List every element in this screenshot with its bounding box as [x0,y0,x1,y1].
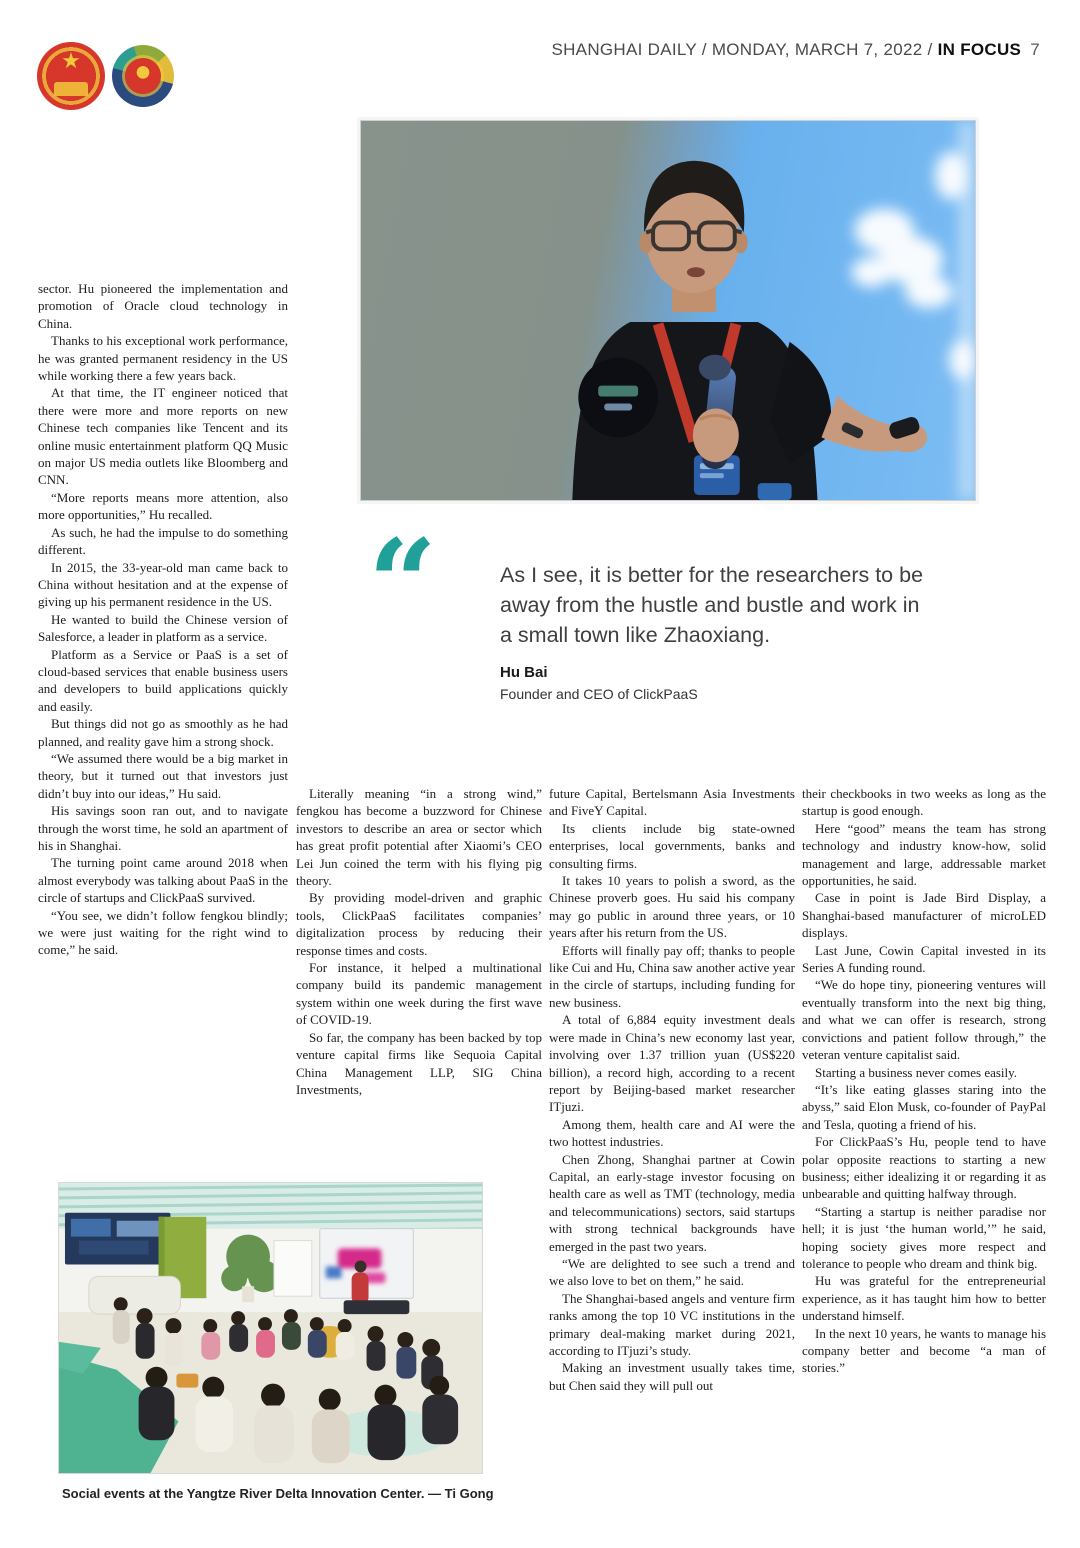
article-paragraph: Last June, Cowin Capital invested in its Series A funding round. [802,942,1046,976]
article-paragraph: So far, the company has been backed by top venture capital firms like Sequoia Capital China Management LLP, SIG China Investments, [296,1029,542,1097]
article-column-4 [802,785,1046,1522]
article-paragraph: It takes 10 years to polish a sword, as the Chinese proverb goes. Hu said his company may go public in around three years, or 10 years after his return from the US. [549,873,795,941]
article-paragraph: Efforts will finally pay off; thanks to people like Cui and Hu, China saw another active year in the circle of startups, including funding for new business. [549,942,795,1010]
article-paragraph: Thanks to his exceptional work performance, he was granted permanent residency in the US while working there a few years back. [38,333,288,384]
article-paragraph: By providing model-driven and graphic tools, ClickPaaS facilitates companies’ digitalization process by reducing their response times and costs. [296,890,542,958]
cppcc-emblem-icon [112,45,174,107]
main-photo-speaker [360,120,976,501]
emblem-gate-shape [54,82,88,96]
article-paragraph: Starting a business never comes easily. [815,1064,1018,1080]
bottom-photo-illustration [59,1183,482,1473]
article-paragraph: Here “good” means the team has strong technology and industry know-how, solid management and large, addressable market opportunities, he said. [802,820,1046,889]
article-paragraph: sector. Hu pioneered the implementation and promotion of Oracle cloud technology in China. [38,281,288,331]
masthead-page-number: 7 [1030,40,1040,59]
article-paragraph: “It’s like eating glasses staring into the abyss,” said Elon Musk, co-founder of PayPal and Tesla, quoting a friend of his. [802,1081,1046,1132]
article-paragraph: Platform as a Service or PaaS is a set of cloud-based services that enable business users and developers to build applications quickly and easily. [38,646,288,714]
masthead [551,40,1040,60]
article-paragraph: His savings soon ran out, and to navigate through the worst time, he sold an apartment of his in Shanghai. [38,803,288,853]
article-paragraph: Hu was grateful for the entrepreneurial experience, as it has taught him how to better understand himself. [802,1273,1046,1324]
article-paragraph: He wanted to build the Chinese version of Salesforce, a leader in platform as a service. [38,611,288,645]
pull-quote-text: As I see, it is better for the researchers to be away from the hustle and bustle and work in a small town like Zhaoxiang. [500,563,924,647]
prc-national-emblem-icon [37,42,105,110]
article-paragraph: At that time, the IT engineer noticed that there were more and more reports on new Chinese tech companies like Tencent and its online music entertainment platform QQ Music on major US media outlets like Bloomberg and CNN. [38,385,288,488]
bottom-photo-social-event [58,1182,483,1474]
main-photo-illustration [361,121,975,500]
article-paragraph: “We are delighted to see such a trend and we also love to bet on them,” he said. [549,1255,795,1289]
article-paragraph: “We do hope tiny, pioneering ventures will eventually transform into the next big thing, and what we can offer is research, strong convictions and patient follow through,” the veteran venture capitalist said. [802,977,1046,1063]
pull-quote-author: Hu Bai [500,664,548,681]
bottom-photo-caption: Social events at the Yangtze River Delta Innovation Center. — Ti Gong [62,1486,494,1501]
emblem-star-icon: ★ [61,48,81,73]
article-paragraph: future Capital, Bertelsmann Asia Investments and FiveY Capital. [549,786,795,819]
article-paragraph: Chen Zhong, Shanghai partner at Cowin Capital, an early-stage investor focusing on health care as well as TMT (technology, media and telecommunications) sectors, said startups with strong technical backgrounds have emerged in the past two years. [549,1151,795,1254]
article-column-1 [38,280,288,1136]
article-paragraph: Case in point is Jade Bird Display, a Shanghai-based manufacturer of microLED displays. [802,890,1046,941]
article-paragraph: Among them, health care and AI were the two hottest industries. [549,1116,795,1150]
article-paragraph: “Starting a startup is neither paradise nor hell; it is just ‘the human world,’” he said, hoping society gives more respect and tolerance to people who dream and think big. [802,1203,1046,1271]
header-emblems [37,42,174,110]
article-paragraph: But things did not go as smoothly as he had planned, and reality gave him a strong shock. [38,716,288,749]
article-paragraph: Making an investment usually takes time, but Chen said they will pull out [549,1360,795,1393]
article-paragraph: Literally meaning “in a strong wind,” fengkou has become a buzzword for Chinese investors to describe an area or sector which has great profit potential after Xiaomi’s CEO Lei Jun coined the term with his flying pig theory. [296,786,542,889]
article-paragraph: For instance, it helped a multinational company build its pandemic management system within one week during the first wave of COVID-19. [296,960,542,1028]
article-paragraph: In 2015, the 33-year-old man came back to China without hesitation and at the expense of giving up his permanent residence in the US. [38,559,288,610]
article-column-2 [296,785,542,1141]
article-column-3 [549,785,795,1522]
article-paragraph: their checkbooks in two weeks as long as the startup is good enough. [802,786,1046,819]
pull-quote-role: Founder and CEO of ClickPaaS [500,686,698,702]
article-paragraph: The Shanghai-based angels and venture firm ranks among the top 10 VC institutions in the primary deal-making market during 2021, according to ITjuzi’s study. [549,1290,795,1358]
article-paragraph: In the next 10 years, he wants to manage his company better and become “a man of stories.” [802,1325,1046,1376]
masthead-section: IN FOCUS [937,40,1022,59]
article-paragraph: “You see, we didn’t follow fengkou blindly; we were just waiting for the right wind to come,” he said. [38,907,288,958]
article-paragraph: “We assumed there would be a big market in theory, but it turned out that investors just didn’t buy into our ideas,” Hu said. [38,750,288,801]
article-paragraph: As such, he had the impulse to do something different. [38,524,288,558]
quote-mark-icon: “ [368,513,432,654]
article-paragraph: For ClickPaaS’s Hu, people tend to have polar opposite reactions to starting a new business; either idealizing it or regarding it as unbearable and quitting halfway through. [802,1134,1046,1202]
article-paragraph: The turning point came around 2018 when almost everybody was talking about PaaS in the circle of startups and ClickPaaS survived. [38,855,288,906]
article-paragraph: Its clients include big state-owned enterprises, local governments, banks and consulting firms. [549,820,795,871]
article-paragraph: “More reports means more attention, also more opportunities,” Hu recalled. [38,489,288,523]
emblem-core-shape [125,58,161,94]
article-paragraph: A total of 6,884 equity investment deals were made in China’s new economy last year, involving over 1.37 trillion yuan (US$220 billion), a record high, according to a recent report by Beijing-based market researcher ITjuzi. [549,1012,795,1115]
masthead-date: SHANGHAI DAILY / MONDAY, MARCH 7, 2022 / [551,40,933,59]
